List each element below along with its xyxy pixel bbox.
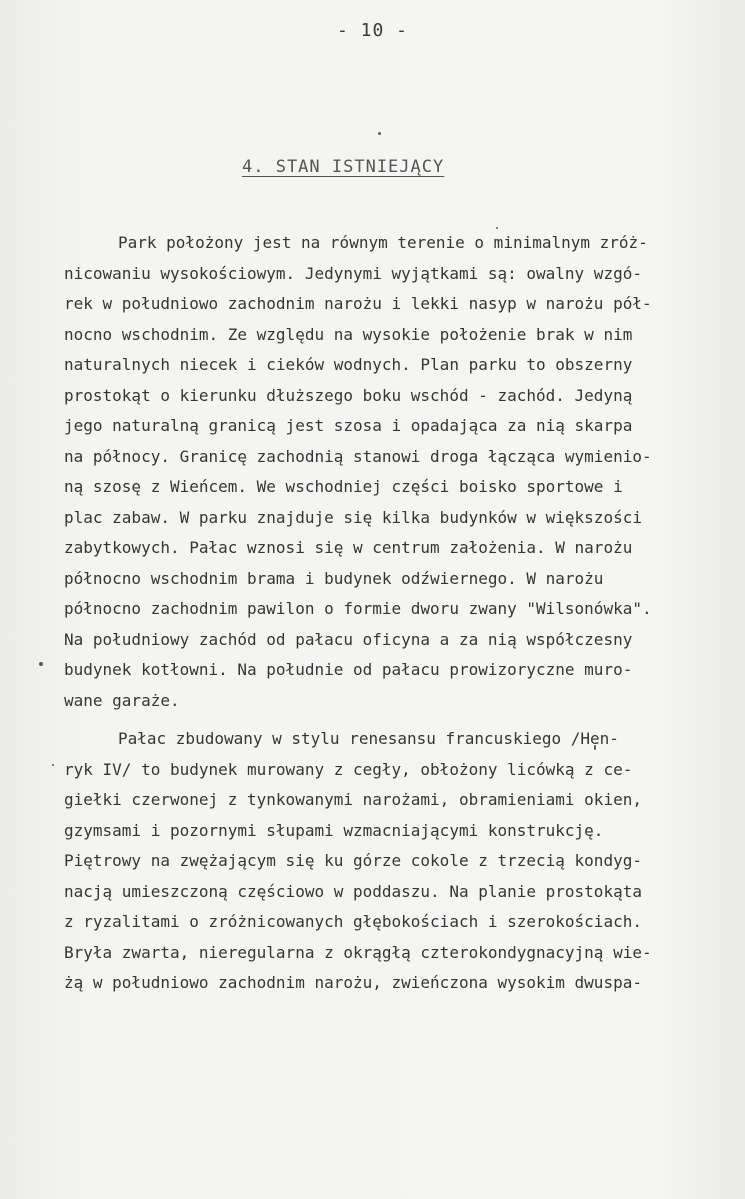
ink-speck	[39, 662, 43, 666]
text-line: żą w południowo zachodnim narożu, zwieńczona wysokim dwuspa-	[64, 973, 642, 992]
text-line: zabytkowych. Pałac wznosi się w centrum założenia. W narożu	[64, 538, 633, 557]
text-line: jego naturalną granicą jest szosa i opadająca za nią skarpa	[64, 416, 633, 435]
text-line: nocno wschodnim. Ze względu na wysokie położenie brak w nim	[64, 324, 633, 344]
body-text	[64, 228, 714, 999]
text-line: na północy. Granicę zachodnią stanowi droga łącząca wymienio-	[64, 446, 652, 466]
text-line: gzymsami i pozornymi słupami wzmacniającymi konstrukcję.	[64, 820, 604, 840]
text-line: północno zachodnim pawilon o formie dworu zwany "Wilsonówka".	[64, 599, 652, 618]
text-line: ryk IV/ to budynek murowany z cegły, obłożony licówką z ce-	[64, 759, 633, 779]
text-line: północno wschodnim brama i budynek odźwiernego. W narożu	[64, 568, 604, 588]
page-number: - 10 -	[336, 20, 409, 41]
text-line: Pałac zbudowany w stylu renesansu francuskiego /Hen-	[118, 729, 619, 748]
text-line: z ryzalitami o zróżnicowanych głębokościach i szerokościach.	[64, 912, 642, 931]
text-line: Park położony jest na równym terenie o minimalnym zróż-	[118, 233, 648, 252]
text-line: Na południowy zachód od pałacu oficyna a za nią współczesny	[64, 629, 633, 649]
text-line: rek w południowo zachodnim narożu i lekki nasyp w narożu pół-	[64, 294, 652, 313]
text-line: Bryła zwarta, nieregularna z okrągłą czterokondygnacyjną wie-	[64, 942, 652, 962]
paragraph-2	[64, 724, 714, 999]
text-line: giełki czerwonej z tynkowanymi narożami, obramieniami okien,	[64, 790, 642, 809]
text-line: budynek kotłowni. Na południe od pałacu prowizoryczne muro-	[64, 660, 633, 679]
text-line: nicowaniu wysokościowym. Jedynymi wyjątkami są: owalny wzgó-	[64, 263, 642, 283]
text-line: naturalnych niecek i cieków wodnych. Plan parku to obszerny	[64, 355, 633, 374]
ink-speck	[52, 764, 54, 766]
section-heading: 4. STAN ISTNIEJĄCY	[242, 157, 445, 177]
text-line: Piętrowy na zwężającym się ku górze cokole z trzecią kondyg-	[64, 851, 642, 870]
text-line: prostokąt o kierunku dłuższego boku wschód - zachód. Jedyną	[64, 385, 633, 405]
paragraph-1	[64, 228, 714, 716]
ink-speck	[378, 132, 381, 135]
text-line: wane garaże.	[64, 690, 180, 710]
text-line: plac zabaw. W parku znajduje się kilka budynków w większości	[64, 507, 642, 527]
text-line: nacją umieszczoną częściowo w poddaszu. Na planie prostokąta	[64, 881, 642, 901]
text-line: ną szosę z Wieńcem. We wschodniej części boisko sportowe i	[64, 477, 623, 496]
